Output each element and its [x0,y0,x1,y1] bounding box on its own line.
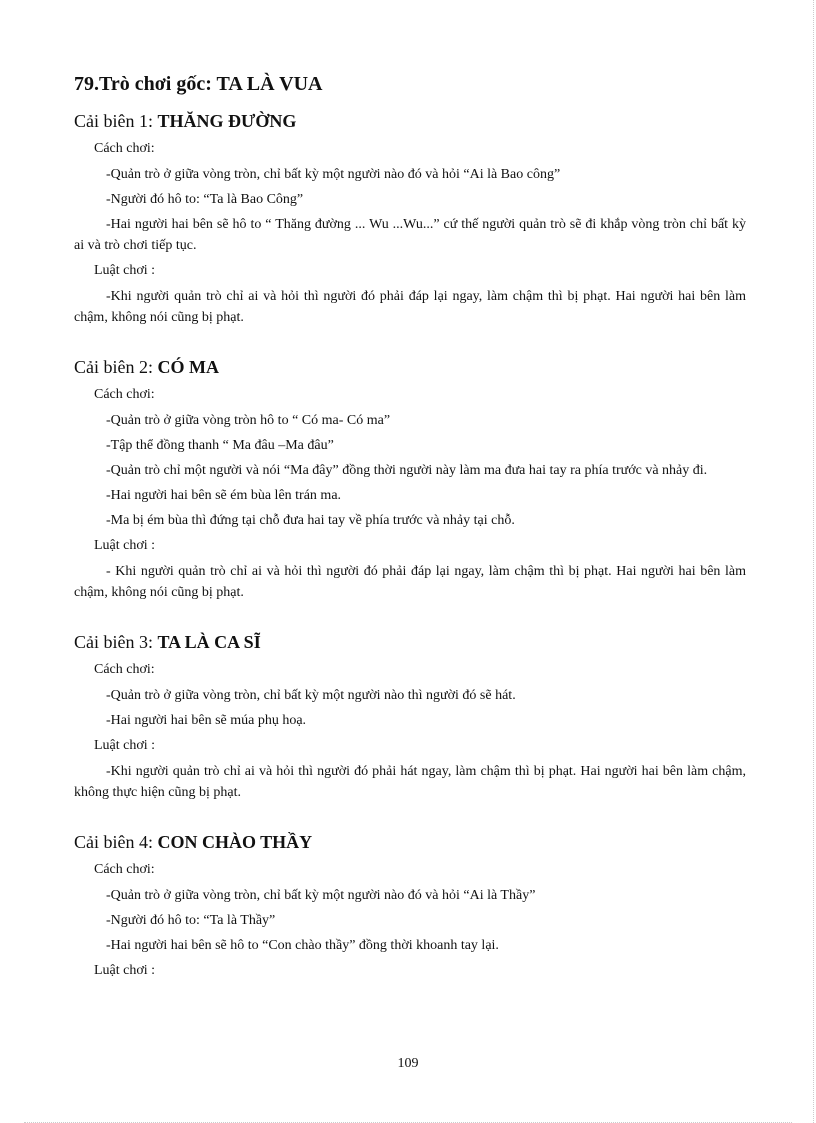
how-to-play-label: Cách chơi: [94,141,155,156]
section-heading-name: THĂNG ĐƯỜNG [157,111,297,131]
how-to-play-step: -Hai người hai bên sẽ hô to “Con chào thầy” đồng thời khoanh tay lại. [106,938,499,953]
section-heading [74,354,746,380]
section-heading [74,108,746,134]
how-to-play-step: -Quản trò ở giữa vòng tròn, chỉ bất kỳ một người nào thì người đó sẽ hát. [106,688,516,703]
how-to-play-step: -Hai người hai bên sẽ ém bùa lên trán ma. [106,488,342,503]
section-heading [74,829,746,855]
section-heading [74,629,746,655]
document-page [74,70,746,986]
how-to-play-step: -Người đó hô to: “Ta là Thầy” [106,913,276,928]
section-heading-name: CÓ MA [157,357,219,377]
rules-label: Luật chơi : [94,538,156,553]
how-to-play-step: -Quản trò ở giữa vòng tròn hô to “ Có ma- Có ma” [106,413,391,428]
section-heading-lead: Cải biên 3: [74,632,158,652]
section-variant-1 [74,108,746,328]
how-to-play-label: Cách chơi: [94,862,155,877]
how-to-play-step: -Ma bị ém bùa thì đứng tại chỗ đưa hai tay về phía trước và nhảy tại chỗ. [106,513,515,528]
page-right-divider [813,0,814,1123]
page-title: 79.Trò chơi gốc: TA LÀ VUA [74,73,323,95]
how-to-play-step: -Tập thể đồng thanh “ Ma đâu –Ma đâu” [106,438,334,453]
rule-text: - Khi người quản trò chỉ ai và hỏi thì người đó phải đáp lại ngay, làm chậm thì bị phạt. Hai người hai bên làm chậm, không nói cũng bị phạt. [74,564,746,600]
section-variant-2 [74,354,746,603]
how-to-play-step: -Hai người hai bên sẽ hô to “ Thăng đường ... Wu ...Wu...” cứ thế người quản trò sẽ đi khắp vòng tròn chỉ bất kỳ ai và trò chơi tiếp tục. [74,217,746,253]
section-variant-3 [74,629,746,803]
how-to-play-step: -Quản trò chỉ một người và nói “Ma đây” đồng thời người này làm ma đưa hai tay ra phía trước và nhảy đi. [106,463,708,478]
rules-label: Luật chơi : [94,738,156,753]
page-number: 109 [397,1056,419,1071]
section-heading-lead: Cải biên 1: [74,111,158,131]
how-to-play-label: Cách chơi: [94,662,155,677]
rule-text: -Khi người quản trò chỉ ai và hỏi thì người đó phải đáp lại ngay, làm chậm thì bị phạt. Hai người hai bên làm chậm, không nói cũng bị phạt. [74,289,746,325]
rules-label: Luật chơi : [94,963,156,978]
section-heading-lead: Cải biên 4: [74,832,158,852]
how-to-play-label: Cách chơi: [94,387,155,402]
rule-text: -Khi người quản trò chỉ ai và hỏi thì người đó phải hát ngay, làm chậm thì bị phạt. Hai người hai bên làm chậm, không thực hiện cũng bị phạt. [74,764,746,800]
how-to-play-step: -Quản trò ở giữa vòng tròn, chỉ bất kỳ một người nào đó và hỏi “Ai là Bao công” [106,167,561,182]
how-to-play-step: -Quản trò ở giữa vòng tròn, chỉ bất kỳ một người nào đó và hỏi “Ai là Thầy” [106,888,536,903]
how-to-play-step: -Hai người hai bên sẽ múa phụ hoạ. [106,713,307,728]
section-heading-name: TA LÀ CA SĨ [157,632,261,652]
section-variant-4 [74,829,746,982]
rules-label: Luật chơi : [94,263,156,278]
section-heading-lead: Cải biên 2: [74,357,158,377]
section-heading-name: CON CHÀO THẦY [157,832,313,852]
how-to-play-step: -Người đó hô to: “Ta là Bao Công” [106,192,304,207]
